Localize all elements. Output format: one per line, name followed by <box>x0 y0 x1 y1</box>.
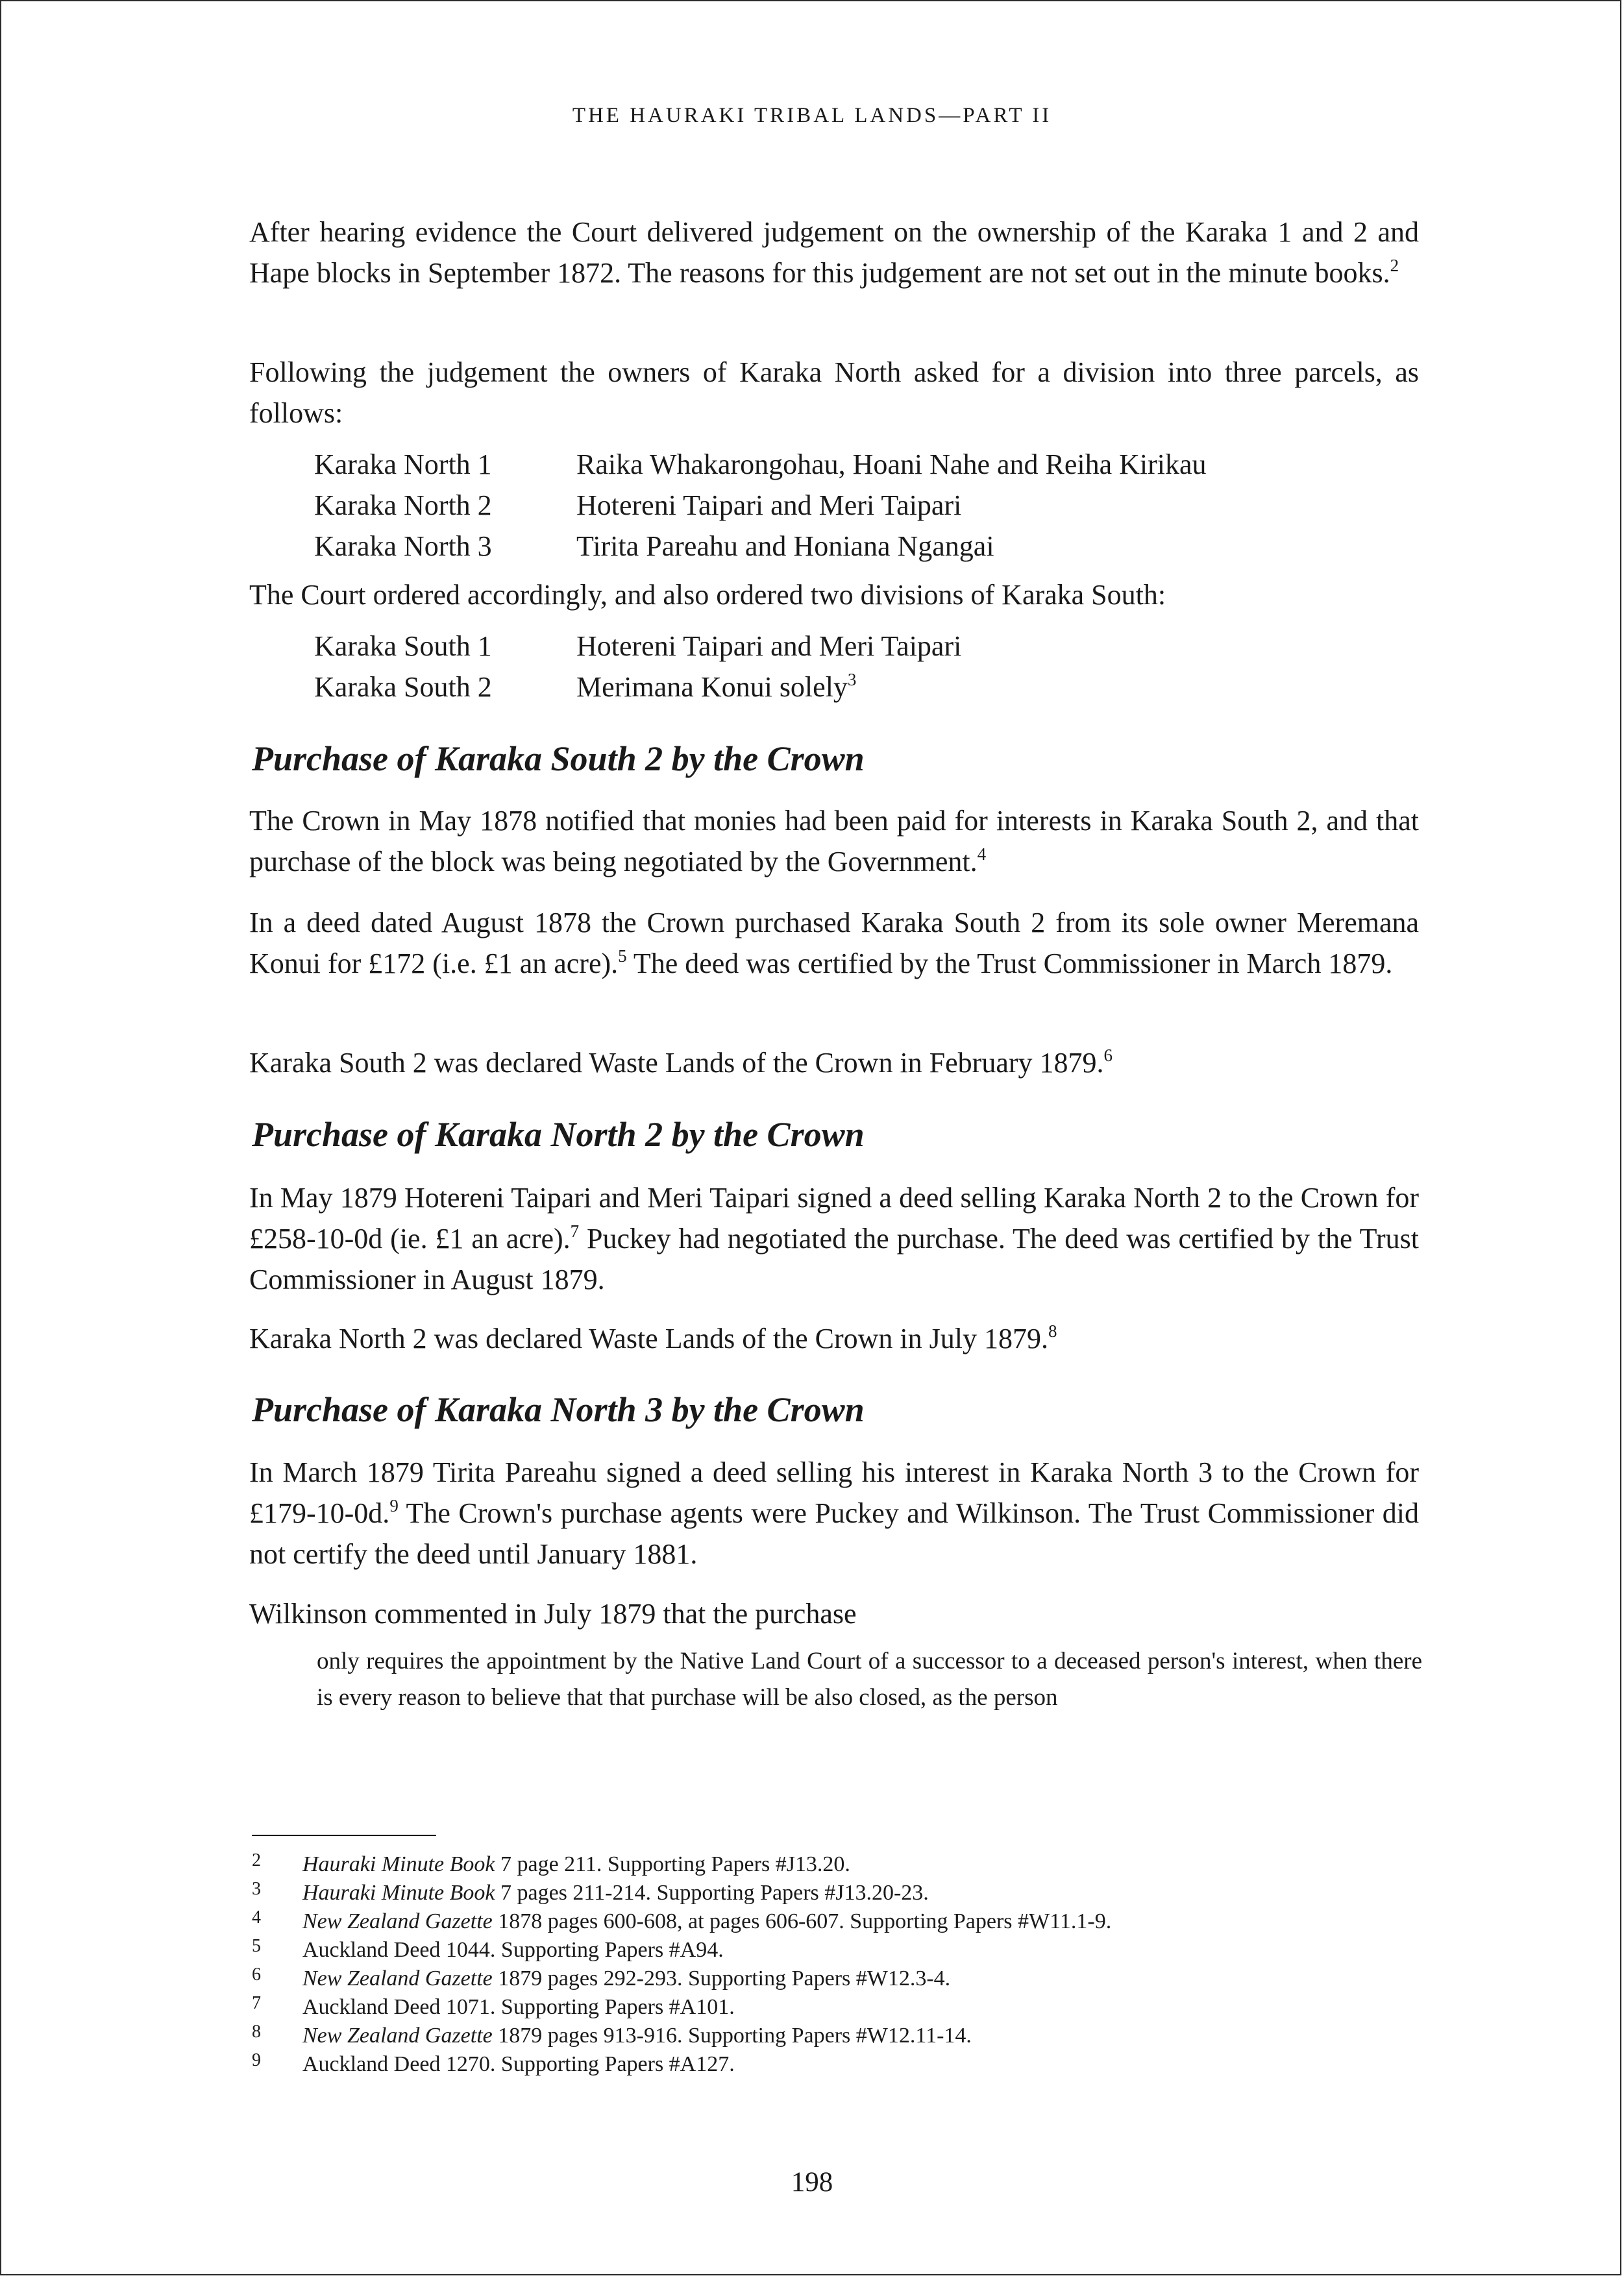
running-head: THE HAURAKI TRIBAL LANDS—PART II <box>572 104 1052 127</box>
footnote-ref: 8 <box>1048 1321 1057 1341</box>
paragraph-judgement: After hearing evidence the Court delivered judgement on the ownership of the Karaka 1 and 2 and Hape blocks in September 1872. The reasons for this judgement are not set out in the minute books.$^2$ <box>249 216 1419 289</box>
page-number: 198 <box>791 2167 833 2198</box>
footnote-divider <box>252 1835 436 1836</box>
footnote-ref: 6 <box>1103 1046 1113 1065</box>
footnote-ref: 7 <box>570 1221 580 1241</box>
paragraph-monies-notified: The Crown in May 1878 notified that monies had been paid for interests in Karaka South 2, and that purchase of the block was being negotiated by the Government.$^4$ <box>249 805 1419 877</box>
footnote-ref: 4 <box>977 844 987 864</box>
paragraph-division: Following the judgement the owners of Karaka North asked for a division into three parcels, as follows: <box>249 356 1419 429</box>
paragraph-waste-lands-north: Karaka North 2 was declared Waste Lands of the Crown in July 1879.$^8$ <box>249 1321 1057 1354</box>
footnote-ref: 3 <box>847 670 857 689</box>
footnote-ref: 9 <box>389 1496 399 1515</box>
heading-karaka-north-2: Purchase of Karaka North 2 by the Crown <box>252 1115 865 1154</box>
block-quote: only requires the appointment by the Native Land Court of a successor to a deceased person's interest, when there is every reason to believe that that purchase will be also closed, as the person <box>317 1648 1422 1711</box>
heading-karaka-south-2: Purchase of Karaka South 2 by the Crown <box>252 739 865 778</box>
paragraph-court-ordered: The Court ordered accordingly, and also ordered two divisions of Karaka South: <box>249 579 1166 611</box>
paragraph-deed-may-1879: In May 1879 Hotereni Taipari and Meri Taipari signed a deed selling Karaka North 2 to the Crown for £258-10-0d (ie. £1 an acre).$^7$ Puckey had negotiated the purchase. The deed was certified by the Trust Commissioner in August 1879. <box>249 1182 1419 1295</box>
paragraph-wilkinson: Wilkinson commented in July 1879 that the purchase <box>249 1598 857 1630</box>
paragraph-waste-lands-south: Karaka South 2 was declared Waste Lands of the Crown in February 1879.$^6$ <box>249 1046 1113 1079</box>
footnote-ref: 5 <box>618 946 627 966</box>
heading-karaka-north-3: Purchase of Karaka North 3 by the Crown <box>252 1390 865 1429</box>
paragraph-deed-march-1879: In March 1879 Tirita Pareahu signed a deed selling his interest in Karaka North 3 to the Crown for £179-10-0d.$^9$ The Crown's purchase agents were Puckey and Wilkinson. The Trust Commissioner did not certify the deed until January 1881. <box>249 1456 1419 1570</box>
footnote-ref: 2 <box>1390 256 1399 275</box>
paragraph-deed-august-1878: In a deed dated August 1878 the Crown purchased Karaka South 2 from its sole owner Meremana Konui for £172 (i.e. £1 an acre).$^5$ The deed was certified by the Trust Commissioner in March 1879. <box>249 907 1419 979</box>
